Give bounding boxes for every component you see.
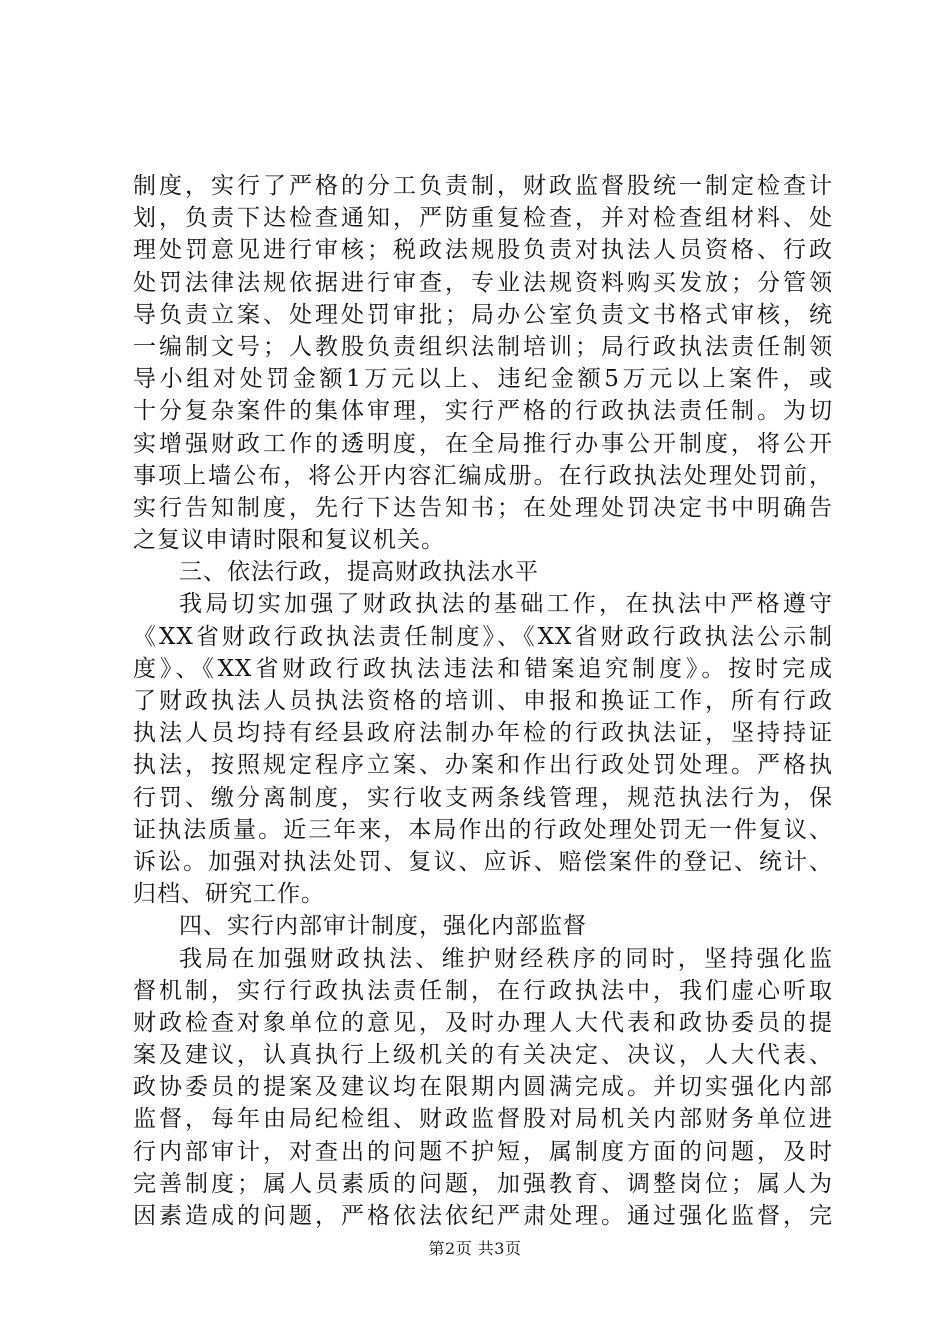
text-line: 行罚、缴分离制度，实行收支两条线管理，规范执法行为，保 [133, 784, 833, 811]
text-line: 导负责立案、处理处罚审批；局办公室负责文书格式审核，统 [133, 301, 833, 328]
text-line: 证执法质量。近三年来，本局作出的行政处理处罚无一件复议、 [133, 816, 833, 843]
text-line: 政协委员的提案及建议均在限期内圆满完成。并切实强化内部 [133, 1074, 833, 1101]
text-line: 实增强财政工作的透明度，在全局推行办事公开制度，将公开 [133, 430, 833, 457]
text-line: 监督，每年由局纪检组、财政监督股对局机关内部财务单位进 [133, 1106, 833, 1133]
text-line: 了财政执法人员执法资格的培训、申报和换证工作，所有行政 [133, 688, 833, 714]
text-line: 一编制文号；人教股负责组织法制培训；局行政执法责任制领 [133, 333, 833, 360]
text-line: 完善制度；属人员素质的问题，加强教育、调整岗位；属人为 [133, 1170, 833, 1197]
text-line: 实行告知制度，先行下达告知书；在处理处罚决定书中明确告 [133, 494, 833, 521]
text-line: 执法，按照规定程序立案、办案和作出行政处罚处理。严格执 [133, 752, 833, 779]
text-line: 执法人员均持有经县政府法制办年检的行政执法证，坚持持证 [133, 720, 833, 747]
text-line: 导小组对处罚金额1万元以上、违纪金额5万元以上案件，或 [133, 366, 833, 393]
text-line: 度》、《XX省财政行政执法违法和错案追究制度》。按时完成 [133, 655, 833, 682]
text-line: 《XX省财政行政执法责任制度》、《XX省财政行政执法公示制 [133, 623, 833, 650]
text-line: 划，负责下达检查通知，严防重复检查，并对检查组材料、处 [133, 205, 833, 232]
text-line: 处罚法律法规依据进行审查，专业法规资料购买发放；分管领 [133, 269, 833, 296]
text-line: 我局切实加强了财政执法的基础工作，在执法中严格遵守 [179, 591, 833, 618]
text-line: 十分复杂案件的集体审理，实行严格的行政执法责任制。为切 [133, 398, 833, 425]
text-line: 之复议申请时限和复议机关。 [133, 527, 445, 554]
text-line: 制度，实行了严格的分工负责制，财政监督股统一制定检查计 [133, 173, 833, 199]
page-footer: 第2页 共3页 [428, 1239, 522, 1258]
text-line: 财政检查对象单位的意见，及时办理人大代表和政协委员的提 [133, 1009, 833, 1036]
text-line: 归档、研究工作。 [133, 881, 325, 908]
body-text [133, 170, 833, 1232]
text-line: 行内部审计，对查出的问题不护短，属制度方面的问题，及时 [133, 1138, 833, 1165]
text-line: 案及建议，认真执行上级机关的有关决定、决议，人大代表、 [133, 1042, 833, 1069]
text-line: 我局在加强财政执法、维护财经秩序的同时，坚持强化监 [179, 945, 833, 972]
text-line: 督机制，实行行政执法责任制，在行政执法中，我们虚心听取 [133, 977, 833, 1004]
text-line: 诉讼。加强对执法处罚、复议、应诉、赔偿案件的登记、统计、 [133, 848, 833, 875]
text-line: 三、依法行政，提高财政执法水平 [179, 559, 539, 586]
text-line: 因素造成的问题，严格依法依纪严肃处理。通过强化监督，完 [133, 1203, 833, 1229]
text-line: 四、实行内部审计制度，强化内部监督 [179, 913, 587, 940]
text-line: 理处罚意见进行审核；税政法规股负责对执法人员资格、行政 [133, 237, 833, 264]
text-line: 事项上墙公布，将公开内容汇编成册。在行政执法处理处罚前， [133, 462, 833, 489]
